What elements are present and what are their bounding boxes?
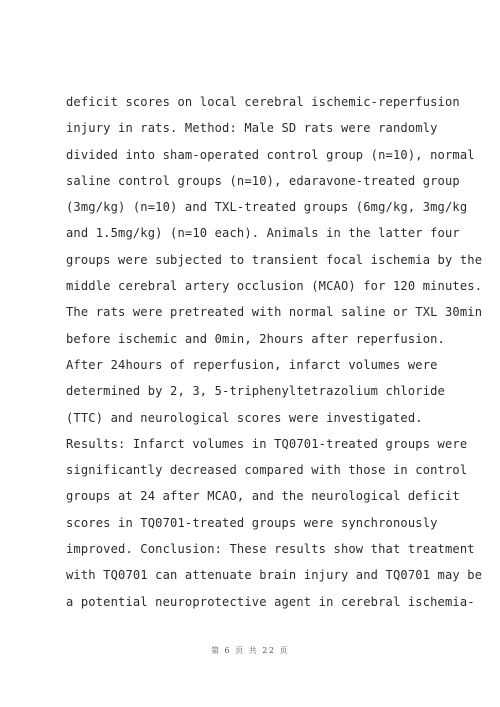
text-line: and 1.5mg/kg) (n=10 each). Animals in the latter four [66,226,460,241]
text-line: significantly decreased compared with those in control [66,463,468,478]
text-line: (3mg/kg) (n=10) and TXL-treated groups (6mg/kg, 3mg/kg [66,200,468,215]
text-line: After 24hours of reperfusion, infarct volumes were [66,357,438,372]
text-line: groups at 24 after MCAO, and the neurological deficit [66,489,460,504]
text-line: (TTC) and neurological scores were investigated. [66,410,423,425]
text-line: Results: Infarct volumes in TQ0701-treated groups were [66,436,468,451]
text-line: injury in rats. Method: Male SD rats were randomly [66,121,438,136]
text-line: improved. Conclusion: These results show that treatment [66,542,475,557]
text-line: groups were subjected to transient focal ischemia by the [66,252,483,267]
body-text [66,93,483,619]
text-line: divided into sham-operated control group (n=10), normal [66,147,475,162]
text-line: scores in TQ0701-treated groups were synchronously [66,515,438,530]
text-line: deficit scores on local cerebral ischemic-reperfusion [66,95,460,109]
text-line: determined by 2, 3, 5-triphenyltetrazolium chloride [66,384,445,399]
text-line: before ischemic and 0min, 2hours after reperfusion. [66,331,445,346]
text-line: saline control groups (n=10), edaravone-treated group [66,173,460,188]
page-number-footer: 第 6 页 共 22 页 [211,646,289,655]
text-line: middle cerebral artery occlusion (MCAO) for 120 minutes. [66,279,483,294]
text-line: a potential neuroprotective agent in cerebral ischemia- [66,594,475,609]
text-line: The rats were pretreated with normal saline or TXL 30min [66,305,483,320]
text-line: with TQ0701 can attenuate brain injury and TQ0701 may be [66,568,483,583]
